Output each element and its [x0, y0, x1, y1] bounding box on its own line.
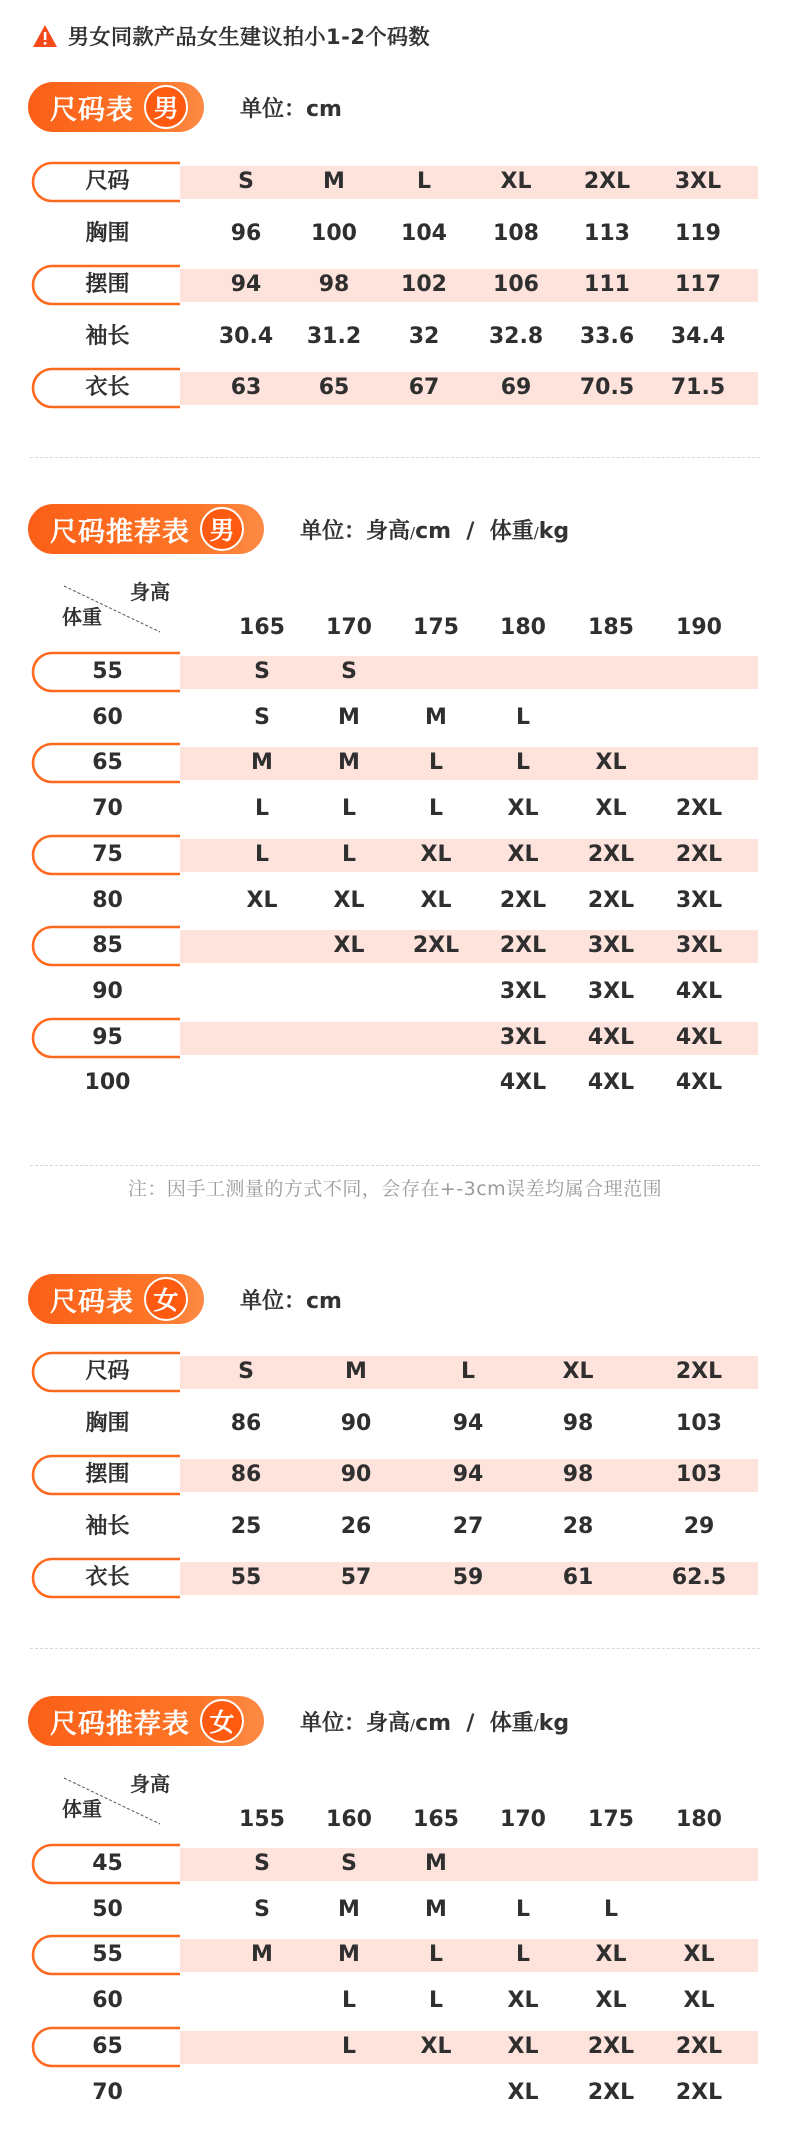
table-cell: XL — [507, 796, 539, 822]
table-cell: M — [338, 750, 360, 776]
table-cell: 3XL — [499, 1024, 547, 1050]
row-highlight-band — [160, 1848, 758, 1881]
table-cell: 96 — [230, 220, 262, 246]
table-cell: XL — [562, 1359, 594, 1384]
table-cell: L — [341, 796, 357, 822]
table-cell: 2XL — [587, 841, 635, 867]
table-cell: 94 — [452, 1410, 484, 1436]
fit-notice — [32, 20, 430, 52]
table-cell: 3XL — [675, 887, 723, 913]
table-cell: M — [323, 169, 345, 194]
table-row — [0, 1453, 790, 1497]
section-divider — [30, 1165, 760, 1166]
table-cell: L — [428, 796, 444, 822]
table-cell: 34.4 — [670, 323, 726, 349]
measurement-note: 注：因手工测量的方式不同，会存在+-3cm误差均属合理范围 — [127, 1178, 663, 1200]
table-cell: 94 — [452, 1462, 484, 1487]
table-cell: 27 — [452, 1513, 484, 1539]
table-cell: XL — [683, 1988, 715, 2014]
gender-badge: 男 — [144, 85, 188, 129]
table-cell: 32.8 — [488, 323, 544, 349]
table-cell: 4XL — [675, 1070, 723, 1096]
table-cell: S — [254, 704, 270, 730]
table-cell: XL — [683, 1942, 715, 1968]
table-cell: L — [515, 1942, 531, 1968]
table-cell: 4XL — [499, 1070, 547, 1096]
row-label: 75 — [92, 841, 123, 867]
table-row — [0, 1402, 790, 1446]
row-label: 衣长 — [85, 1565, 130, 1590]
section-header — [0, 78, 790, 138]
table-cell: XL — [333, 933, 365, 959]
table-cell: 2XL — [587, 2079, 635, 2105]
row-label: 85 — [92, 933, 123, 959]
table-row — [0, 1556, 790, 1600]
unit-label: 单位：cm — [240, 1289, 342, 1314]
table-cell: S — [254, 1896, 270, 1922]
table-cell: M — [345, 1359, 367, 1384]
table-cell: XL — [420, 2033, 452, 2059]
height-header-cell: 165 — [413, 1807, 459, 1832]
table-cell: L — [428, 1988, 444, 2014]
table-row — [0, 212, 790, 256]
row-label: 60 — [92, 704, 123, 730]
table-cell: XL — [595, 796, 627, 822]
row-highlight-band — [160, 839, 758, 872]
notice-text: 男女同款产品女生建议拍小1-2个码数 — [68, 25, 430, 49]
table-cell: XL — [420, 841, 452, 867]
table-cell: 2XL — [412, 933, 460, 959]
table-cell: 94 — [230, 272, 262, 297]
table-cell: L — [515, 1896, 531, 1922]
table-cell: 86 — [230, 1462, 262, 1487]
row-label: 袖长 — [85, 1513, 130, 1539]
row-label: 65 — [92, 750, 123, 776]
row-highlight-band — [160, 747, 758, 780]
row-label: 55 — [92, 659, 123, 684]
table-cell: XL — [246, 887, 278, 913]
row-label: 袖长 — [85, 323, 130, 349]
table-cell: L — [254, 796, 270, 822]
unit-part: kg — [538, 1711, 570, 1736]
corner-weight-label: 体重 — [62, 605, 102, 629]
table-cell: 100 — [311, 220, 357, 246]
table-header-row — [0, 1798, 790, 1842]
table-cell: L — [603, 1896, 619, 1922]
corner-height-label: 身高 — [130, 1772, 170, 1796]
table-cell: L — [254, 841, 270, 867]
table-row — [0, 741, 790, 785]
section-divider — [30, 457, 760, 458]
section-title: 尺码推荐表 — [50, 516, 190, 548]
unit-label — [300, 1706, 569, 1737]
section-title-pill — [28, 82, 204, 132]
height-header-cell: 170 — [326, 615, 372, 640]
women-size-section — [0, 1270, 790, 1590]
table-row — [0, 1888, 790, 1932]
table-cell: 98 — [318, 272, 350, 297]
table-cell: 98 — [562, 1462, 594, 1487]
table-cell: 2XL — [675, 2079, 723, 2105]
section-title-pill — [28, 1696, 264, 1746]
table-row — [0, 2071, 790, 2115]
table-cell: 4XL — [587, 1024, 635, 1050]
table-cell: L — [341, 2033, 357, 2059]
height-header-cell: 175 — [413, 615, 459, 640]
table-cell: 86 — [230, 1410, 262, 1436]
table-cell: 69 — [500, 375, 532, 400]
table-cell: L — [428, 750, 444, 776]
height-header-cell: 170 — [500, 1807, 546, 1832]
table-cell: 32 — [408, 323, 440, 349]
row-label: 70 — [92, 2079, 123, 2105]
table-cell: XL — [595, 1988, 627, 2014]
table-cell: 62.5 — [671, 1565, 727, 1590]
unit-part: / — [410, 1716, 416, 1734]
table-cell: S — [254, 659, 270, 684]
men-recommend-section — [0, 500, 790, 1096]
table-cell: L — [460, 1359, 476, 1384]
row-label: 65 — [92, 2033, 123, 2059]
row-highlight-band — [160, 1939, 758, 1972]
table-cell: 103 — [676, 1462, 722, 1487]
table-cell: 65 — [318, 375, 350, 400]
row-highlight-band — [160, 1022, 758, 1055]
table-cell: M — [251, 1942, 273, 1968]
table-cell: S — [238, 1359, 254, 1384]
table-cell: 29 — [683, 1513, 715, 1539]
row-label: 90 — [92, 978, 123, 1004]
table-row — [0, 1505, 790, 1549]
row-label: 尺码 — [85, 1359, 130, 1384]
section-title: 尺码表 — [50, 1286, 134, 1318]
table-row — [0, 366, 790, 410]
row-label: 胸围 — [85, 220, 130, 246]
row-label: 80 — [92, 887, 123, 913]
table-cell: M — [338, 704, 360, 730]
table-cell: L — [341, 1988, 357, 2014]
women-recommend-section — [0, 1692, 790, 2105]
table-cell: 102 — [401, 272, 447, 297]
height-header-cell: 180 — [676, 1807, 722, 1832]
row-label: 摆围 — [85, 1462, 130, 1487]
table-cell: 104 — [401, 220, 447, 246]
table-cell: 2XL — [587, 2033, 635, 2059]
row-label: 100 — [84, 1070, 131, 1096]
table-row — [0, 696, 790, 740]
table-row — [0, 650, 790, 694]
table-cell: 2XL — [675, 841, 723, 867]
warning-icon — [32, 24, 58, 48]
table-cell: 28 — [562, 1513, 594, 1539]
table-cell: 67 — [408, 375, 440, 400]
table-row — [0, 879, 790, 923]
row-highlight-band — [160, 656, 758, 689]
table-cell: 4XL — [587, 1070, 635, 1096]
table-cell: 63 — [230, 375, 262, 400]
table-cell: XL — [595, 750, 627, 776]
table-cell: 108 — [493, 220, 539, 246]
table-cell: XL — [333, 887, 365, 913]
table-cell: 111 — [584, 272, 630, 297]
table-row — [0, 1979, 790, 2023]
table-row — [0, 1842, 790, 1886]
table-cell: 31.2 — [306, 323, 362, 349]
table-cell: XL — [507, 1988, 539, 2014]
table-cell: 71.5 — [670, 375, 726, 400]
section-header — [0, 500, 790, 560]
table-row — [0, 2025, 790, 2069]
table-cell: 2XL — [499, 887, 547, 913]
table-row — [0, 263, 790, 307]
height-header-cell: 160 — [326, 1807, 372, 1832]
table-cell: XL — [507, 2079, 539, 2105]
height-header-cell: 180 — [500, 615, 546, 640]
table-cell: 119 — [675, 220, 721, 246]
table-cell: M — [338, 1942, 360, 1968]
table-cell: 2XL — [675, 1359, 723, 1384]
corner-height-label: 身高 — [130, 580, 170, 604]
unit-part: 单位：身高 — [300, 519, 411, 544]
unit-part: cm / 体重 — [415, 1711, 534, 1736]
table-cell: 90 — [340, 1410, 372, 1436]
unit-part: kg — [538, 519, 570, 544]
table-row — [0, 1350, 790, 1394]
gender-badge: 男 — [200, 507, 244, 551]
table-row — [0, 1061, 790, 1105]
table-cell: 2XL — [587, 887, 635, 913]
table-header-row — [0, 606, 790, 650]
men-size-section — [0, 78, 790, 400]
table-cell: 90 — [340, 1462, 372, 1487]
table-cell: L — [515, 704, 531, 730]
table-row — [0, 315, 790, 359]
table-cell: 103 — [676, 1410, 722, 1436]
height-header-cell: 165 — [239, 615, 285, 640]
table-cell: M — [251, 750, 273, 776]
table-cell: 3XL — [587, 978, 635, 1004]
table-cell: XL — [420, 887, 452, 913]
table-cell: 3XL — [499, 978, 547, 1004]
table-cell: 4XL — [675, 1024, 723, 1050]
table-cell: M — [425, 704, 447, 730]
gender-badge: 女 — [200, 1699, 244, 1743]
table-cell: 3XL — [675, 933, 723, 959]
table-cell: L — [416, 169, 432, 194]
table-cell: 98 — [562, 1410, 594, 1436]
table-row — [0, 1933, 790, 1977]
row-label: 摆围 — [85, 272, 130, 297]
table-cell: 25 — [230, 1513, 262, 1539]
unit-part: / — [410, 524, 416, 542]
table-cell: L — [341, 841, 357, 867]
section-title: 尺码表 — [50, 94, 134, 126]
unit-part: cm / 体重 — [415, 519, 534, 544]
table-cell: 57 — [340, 1565, 372, 1590]
height-header-cell: 190 — [676, 615, 722, 640]
table-row — [0, 160, 790, 204]
table-cell: 2XL — [583, 169, 631, 194]
table-row — [0, 787, 790, 831]
gender-badge: 女 — [144, 1277, 188, 1321]
table-cell: 2XL — [675, 2033, 723, 2059]
table-cell: XL — [507, 2033, 539, 2059]
table-cell: 106 — [493, 272, 539, 297]
table-cell: 30.4 — [218, 323, 274, 349]
row-label: 胸围 — [85, 1410, 130, 1436]
unit-part: 单位：身高 — [300, 1711, 411, 1736]
table-cell: 3XL — [587, 933, 635, 959]
unit-part: / — [533, 1716, 539, 1734]
table-cell: 3XL — [674, 169, 722, 194]
table-cell: 4XL — [675, 978, 723, 1004]
table-cell: XL — [500, 169, 532, 194]
table-cell: 70.5 — [579, 375, 635, 400]
table-cell: 55 — [230, 1565, 262, 1590]
row-label: 衣长 — [85, 375, 130, 400]
height-header-cell: 155 — [239, 1807, 285, 1832]
section-header — [0, 1692, 790, 1752]
section-divider — [30, 1648, 760, 1649]
unit-label: 单位：cm — [240, 97, 342, 122]
row-label: 60 — [92, 1988, 123, 2014]
table-cell: M — [425, 1896, 447, 1922]
table-row — [0, 970, 790, 1014]
table-cell: XL — [507, 841, 539, 867]
table-cell: 59 — [452, 1565, 484, 1590]
table-cell: S — [341, 659, 357, 684]
table-cell: 33.6 — [579, 323, 635, 349]
section-title-pill — [28, 1274, 204, 1324]
table-cell: 26 — [340, 1513, 372, 1539]
row-label: 95 — [92, 1024, 123, 1050]
row-label: 70 — [92, 796, 123, 822]
height-header-cell: 175 — [588, 1807, 634, 1832]
table-cell: L — [428, 1942, 444, 1968]
section-title: 尺码推荐表 — [50, 1708, 190, 1740]
table-row — [0, 833, 790, 877]
table-row — [0, 1016, 790, 1060]
section-header — [0, 1270, 790, 1330]
table-cell: L — [515, 750, 531, 776]
row-label: 尺码 — [85, 169, 130, 194]
table-cell: M — [338, 1896, 360, 1922]
row-label: 45 — [92, 1851, 123, 1876]
unit-part: / — [533, 524, 539, 542]
table-cell: XL — [595, 1942, 627, 1968]
table-row — [0, 924, 790, 968]
table-cell: 2XL — [675, 796, 723, 822]
corner-weight-label: 体重 — [62, 1797, 102, 1821]
table-cell: M — [425, 1851, 447, 1876]
table-cell: 2XL — [499, 933, 547, 959]
height-header-cell: 185 — [588, 615, 634, 640]
table-cell: 113 — [584, 220, 630, 246]
table-cell: S — [238, 169, 254, 194]
row-highlight-band — [160, 2031, 758, 2064]
unit-label — [300, 514, 569, 545]
section-title-pill — [28, 504, 264, 554]
table-cell: 61 — [562, 1565, 594, 1590]
table-cell: S — [254, 1851, 270, 1876]
table-cell: 117 — [675, 272, 721, 297]
row-label: 55 — [92, 1942, 123, 1968]
table-cell: S — [341, 1851, 357, 1876]
row-label: 50 — [92, 1896, 123, 1922]
